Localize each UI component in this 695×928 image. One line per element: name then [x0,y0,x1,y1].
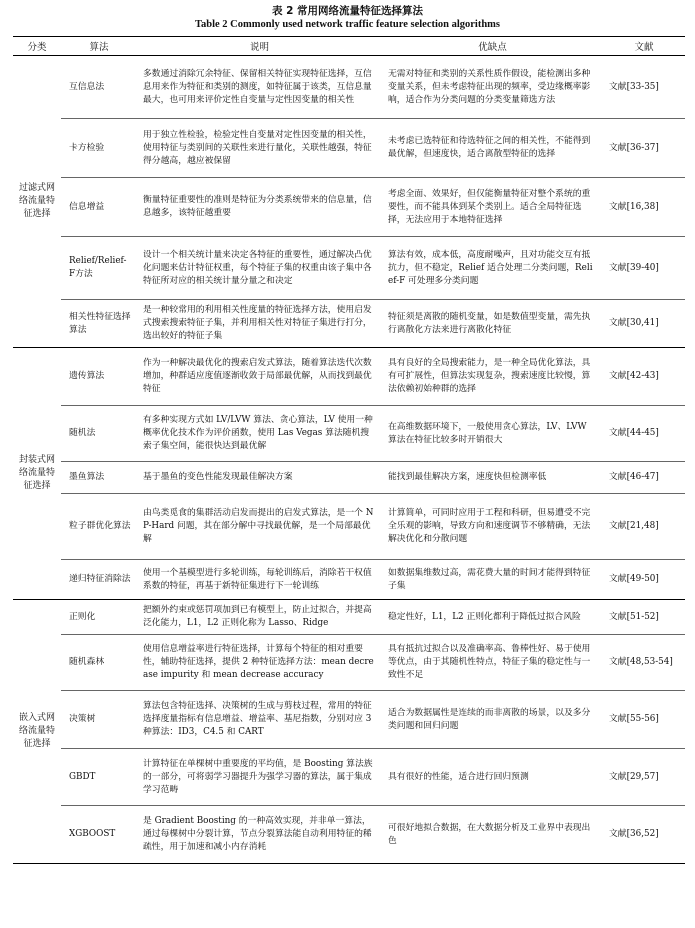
pros-cons-cell: 可很好地拟合数据，在大数据分析及工业界中表现出色 [382,806,603,864]
description-cell: 有多种实现方式如 LV/LVW 算法、贪心算法，LV 使用一种概率优化技术作为评价函数，使用 Las Vegas 算法随机搜索子集空间，能很快达到最优解 [137,406,382,462]
reference-cell: 文献[44-45] [603,406,685,462]
table-row [13,178,685,237]
reference-cell: 文献[33-35] [603,56,685,119]
reference-cell: 文献[36-37] [603,119,685,178]
description-cell: 衡量特征重要性的准则是特征为分类系统带来的信息量，信息越多，该特征越重要 [137,178,382,237]
table-title-english: Table 2 Commonly used network traffic feature selection algorithms [194,19,501,30]
header-pros-cons: 优缺点 [382,37,603,56]
algorithm-cell: 决策树 [61,691,137,749]
table-row [13,560,685,600]
reference-cell: 文献[51-52] [603,600,685,635]
reference-cell: 文献[55-56] [603,691,685,749]
description-cell: 使用一个基模型进行多轮训练，每轮训练后，消除若干权值系数的特征，再基于新特征集进行下一轮训练 [137,560,382,600]
pros-cons-cell: 在高维数据环境下，一般使用贪心算法，LV、LVW 算法在特征比较多时开销很大 [382,406,603,462]
algorithm-cell: 信息增益 [61,178,137,237]
table-row [13,494,685,560]
reference-cell: 文献[29,57] [603,749,685,806]
table-row [13,691,685,749]
description-cell: 基于墨鱼的变色性能发现最佳解决方案 [137,462,382,494]
category-cell: 封装式网络流量特征选择 [13,348,61,600]
reference-cell: 文献[36,52] [603,806,685,864]
description-cell: 用于独立性检验，检验定性自变量对定性因变量的相关性，使用特征与类别间的关联性来进行量化，关联性越强，特征得分越高，越应被保留 [137,119,382,178]
algorithm-cell: XGBOOST [61,806,137,864]
reference-cell: 文献[42-43] [603,348,685,406]
table-row [13,635,685,691]
algorithm-cell: GBDT [61,749,137,806]
table-row [13,56,685,119]
algorithm-cell: 正则化 [61,600,137,635]
table-row [13,237,685,300]
reference-cell: 文献[21,48] [603,494,685,560]
description-cell: 是 Gradient Boosting 的一种高效实现，并非单一算法，通过每棵树中分裂计算，节点分裂算法能自动利用特征的稀疏性，用于加速和减小内存消耗 [137,806,382,864]
pros-cons-cell: 无需对特征和类别的关系性质作假设，能检测出多种变量关系，但未考虑特征出现的频率，受边缘概率影响，适合作为分类问题的分类变量筛选方法 [382,56,603,119]
pros-cons-cell: 计算简单，可同时应用于工程和科研，但易遭受不完全乐观的影响，导致方向和速度调节不够精确，无法解决优化和分散问题 [382,494,603,560]
table-row [13,406,685,462]
description-cell: 使用信息增益率进行特征选择，计算每个特征的相对重要性，辅助特征选择，提供 2 种特征选择方法：mean decrease impurity 和 mean decrease accuracy [137,635,382,691]
pros-cons-cell: 具有抵抗过拟合以及准确率高、鲁棒性好、易于使用等优点，由于其随机性特点，特征子集的稳定性与一致性不足 [382,635,603,691]
table-row [13,600,685,635]
pros-cons-cell: 具有很好的性能，适合进行回归预测 [382,749,603,806]
pros-cons-cell: 特征须是离散的随机变量，如是数值型变量，需先执行离散化方法来进行离散化特征 [382,300,603,348]
description-cell: 是一种较常用的利用相关性度量的特征选择方法，使用启发式搜索搜索特征子集，并利用相关性对特征子集进行打分，选出较好的特征子集 [137,300,382,348]
algorithm-cell: 随机法 [61,406,137,462]
reference-cell: 文献[48,53-54] [603,635,685,691]
description-cell: 由鸟类觅食的集群活动启发而提出的启发式算法，是一个 NP-Hard 问题，其在部分解中寻找最优解，是一个局部最优解 [137,494,382,560]
table-row [13,462,685,494]
algorithm-cell: 互信息法 [61,56,137,119]
table-row [13,348,685,406]
algorithm-cell: Relief/Relief-F方法 [61,237,137,300]
reference-cell: 文献[49-50] [603,560,685,600]
reference-cell: 文献[16,38] [603,178,685,237]
pros-cons-cell: 考虑全面、效果好，但仅能衡量特征对整个系统的重要性，而不能具体到某个类别上。适合全局特征选择，无法应用于本地特征选择 [382,178,603,237]
pros-cons-cell: 具有良好的全局搜索能力，是一种全局优化算法，具有可扩展性，但算法实现复杂，搜索速度比较慢，算法依赖初始种群的选择 [382,348,603,406]
header-reference: 文献 [603,37,685,56]
algorithm-cell: 遗传算法 [61,348,137,406]
algorithm-cell: 粒子群优化算法 [61,494,137,560]
header-category: 分类 [13,37,61,56]
algorithm-cell: 卡方检验 [61,119,137,178]
pros-cons-cell: 算法有效，成本低，高度耐噪声，且对功能交互有抵抗力，但不稳定，Relief 适合处理二分类问题，Relief-F 可处理多分类问题 [382,237,603,300]
category-cell: 嵌入式网络流量特征选择 [13,600,61,864]
pros-cons-cell: 适合为数据属性是连续的而非离散的场景，以及多分类问题和回归问题 [382,691,603,749]
table-row [13,749,685,806]
pros-cons-cell: 如数据集维数过高，需花费大量的时间才能得到特征子集 [382,560,603,600]
pros-cons-cell: 稳定性好，L1，L2 正则化都利于降低过拟合风险 [382,600,603,635]
description-cell: 多数通过消除冗余特征、保留相关特征实现特征选择，互信息用来作为特征和类别的测度，如特征属于该类，互信息量最大，也可用来评价定性自变量与定性因变量的相关性 [137,56,382,119]
description-cell: 计算特征在单棵树中重要度的平均值，是 Boosting 算法族的一部分，可将弱学习器提升为强学习器的算法，属于集成学习范畴 [137,749,382,806]
pros-cons-cell: 未考虑已选特征和待选特征之间的相关性，不能得到最优解，但速度快，适合离散型特征的选择 [382,119,603,178]
algorithm-cell: 递归特征消除法 [61,560,137,600]
table-row [13,300,685,348]
table-row [13,119,685,178]
algorithm-cell: 随机森林 [61,635,137,691]
description-cell: 把额外约束或惩罚项加到已有模型上，防止过拟合，并提高泛化能力，L1，L2 正则化称为 Lasso、Ridge [137,600,382,635]
table-title-chinese: 表 2 常用网络流量特征选择算法 [271,5,424,17]
table-row [13,806,685,864]
algorithm-cell: 相关性特征选择算法 [61,300,137,348]
reference-cell: 文献[30,41] [603,300,685,348]
reference-cell: 文献[39-40] [603,237,685,300]
feature-selection-table [13,36,685,864]
header-description: 说明 [137,37,382,56]
header-row [13,37,685,56]
reference-cell: 文献[46-47] [603,462,685,494]
algorithm-cell: 墨鱼算法 [61,462,137,494]
pros-cons-cell: 能找到最佳解决方案，速度快但检测率低 [382,462,603,494]
description-cell: 设计一个相关统计量来决定各特征的重要性，通过解决凸优化问题来估计特征权重，每个特征子集的权重由该子集中各特征所对应的相关统计量分量之和决定 [137,237,382,300]
header-algorithm: 算法 [61,37,137,56]
category-cell: 过滤式网络流量特征选择 [13,56,61,348]
description-cell: 作为一种解决最优化的搜索启发式算法，随着算法迭代次数增加，种群适应度值逐渐收敛于局部最优解，从而找到最优特征 [137,348,382,406]
description-cell: 算法包含特征选择、决策树的生成与剪枝过程，常用的特征选择度量指标有信息增益、增益率、基尼指数，分别对应 3 种算法：ID3，C4.5 和 CART [137,691,382,749]
